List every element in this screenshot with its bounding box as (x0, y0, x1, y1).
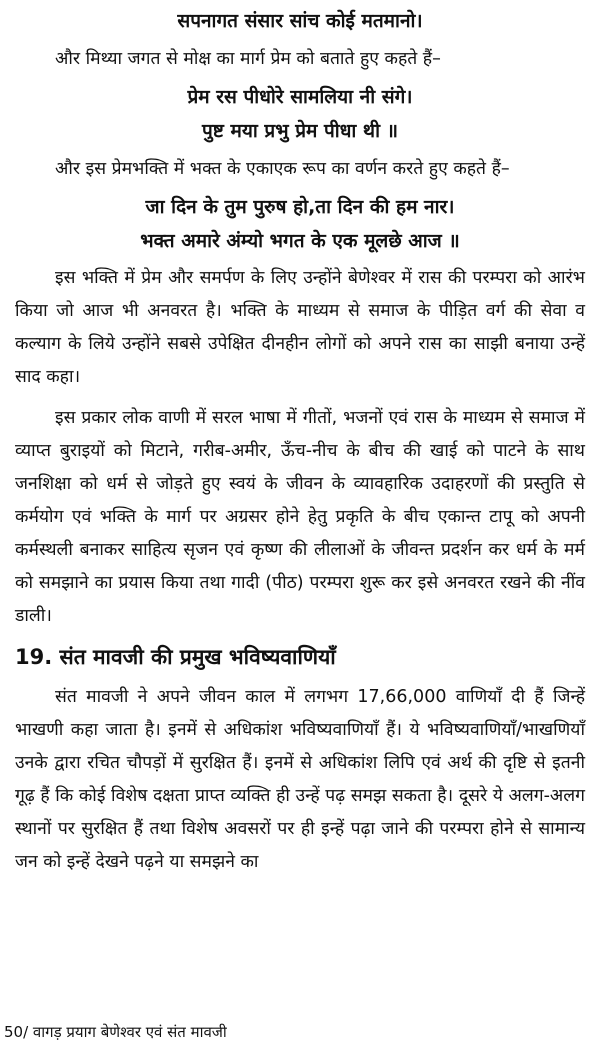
verse-intro: और इस प्रेमभक्ति में भक्त के एकाएक रूप का वर्णन करते हुए कहते हैं– (55, 159, 510, 179)
body-paragraph: इस प्रकार लोक वाणी में सरल भाषा में गीतों, भजनों एवं रास के माध्यम से समाज में व्याप्त बुराइयों को मिटाने, गरीब-अमीर, ऊँच-नीच के बीच की खाई को पाटने के साथ जनशिक्षा को धर्म से जोड़ते हुए स्वयं के जीवन के व्यावहारिक उदाहरणों की प्रस्तुति से कर्मयोग एवं भक्ति के मार्ग पर अग्रसर होने हेतु प्रकृति के बीच एकान्त टापू को अपनी कर्मस्थली बनाकर साहित्य सृजन एवं कृष्ण की लीलाओं के जीवन्त प्रदर्शन कर धर्म के मर्म को समझाने का प्रयास किया तथा गादी (पीठ) परम्परा शुरू कर इसे अनवरत रखने की नींव डाली। (15, 408, 585, 626)
verse-line: सपनागत संसार सांच कोई मतमानो। (177, 10, 423, 32)
verse-line: भक्त अमारे अंम्यो भगत के एक मूलछे आज ॥ (140, 230, 460, 252)
section-heading: 19. संत मावजी की प्रमुख भविष्यवाणियाँ (15, 645, 336, 669)
verse-line: जा दिन के तुम पुरुष हो,ता दिन की हम नार। (145, 196, 455, 218)
body-paragraph: इस भक्ति में प्रेम और समर्पण के लिए उन्होंने बेणेश्वर में रास की परम्परा को आरंभ किया जो आज भी अनवरत है। भक्ति के माध्यम से समाज के पीड़ित वर्ग की सेवा व कल्याग के लिये उन्होंने सबसे उपेक्षित दीनहीन लोगों को अपने रास का साझी बनाया उन्हें साद कहा। (15, 268, 585, 387)
body-paragraph: संत मावजी ने अपने जीवन काल में लगभग 17,66,000 वाणियाँ दी हैं जिन्हें भाखणी कहा जाता है। इनमें से अधिकांश भविष्यवाणियाँ हैं। ये भविष्यवाणियाँ/भाखणियाँ उनके द्वारा रचित चौपड़ों में सुरक्षित हैं। इनमें से अधिकांश लिपि एवं अर्थ की दृष्टि से इतनी गूढ़ हैं कि कोई विशेष दक्षता प्राप्त व्यक्ति ही उन्हें पढ़ समझ सकता है। दूसरे ये अलग-अलग स्थानों पर सुरक्षित हैं तथा विशेष अवसरों पर ही इन्हें पढ़ा जाने की परम्परा होने से सामान्य जन को इन्हें देखने पढ़ने या समझने का (15, 687, 585, 872)
page-footer: 50/ वागड़ प्रयाग बेणेश्वर एवं संत मावजी (4, 1023, 227, 1041)
verse-line: प्रेम रस पीधोरे सामलिया नी संगे। (187, 86, 413, 108)
verse-intro: और मिथ्या जगत से मोक्ष का मार्ग प्रेम को बताते हुए कहते हैं– (55, 49, 441, 69)
spacer (15, 394, 585, 402)
verse-line: पुष्ट मया प्रभु प्रेम पीधा थी ॥ (202, 120, 398, 142)
